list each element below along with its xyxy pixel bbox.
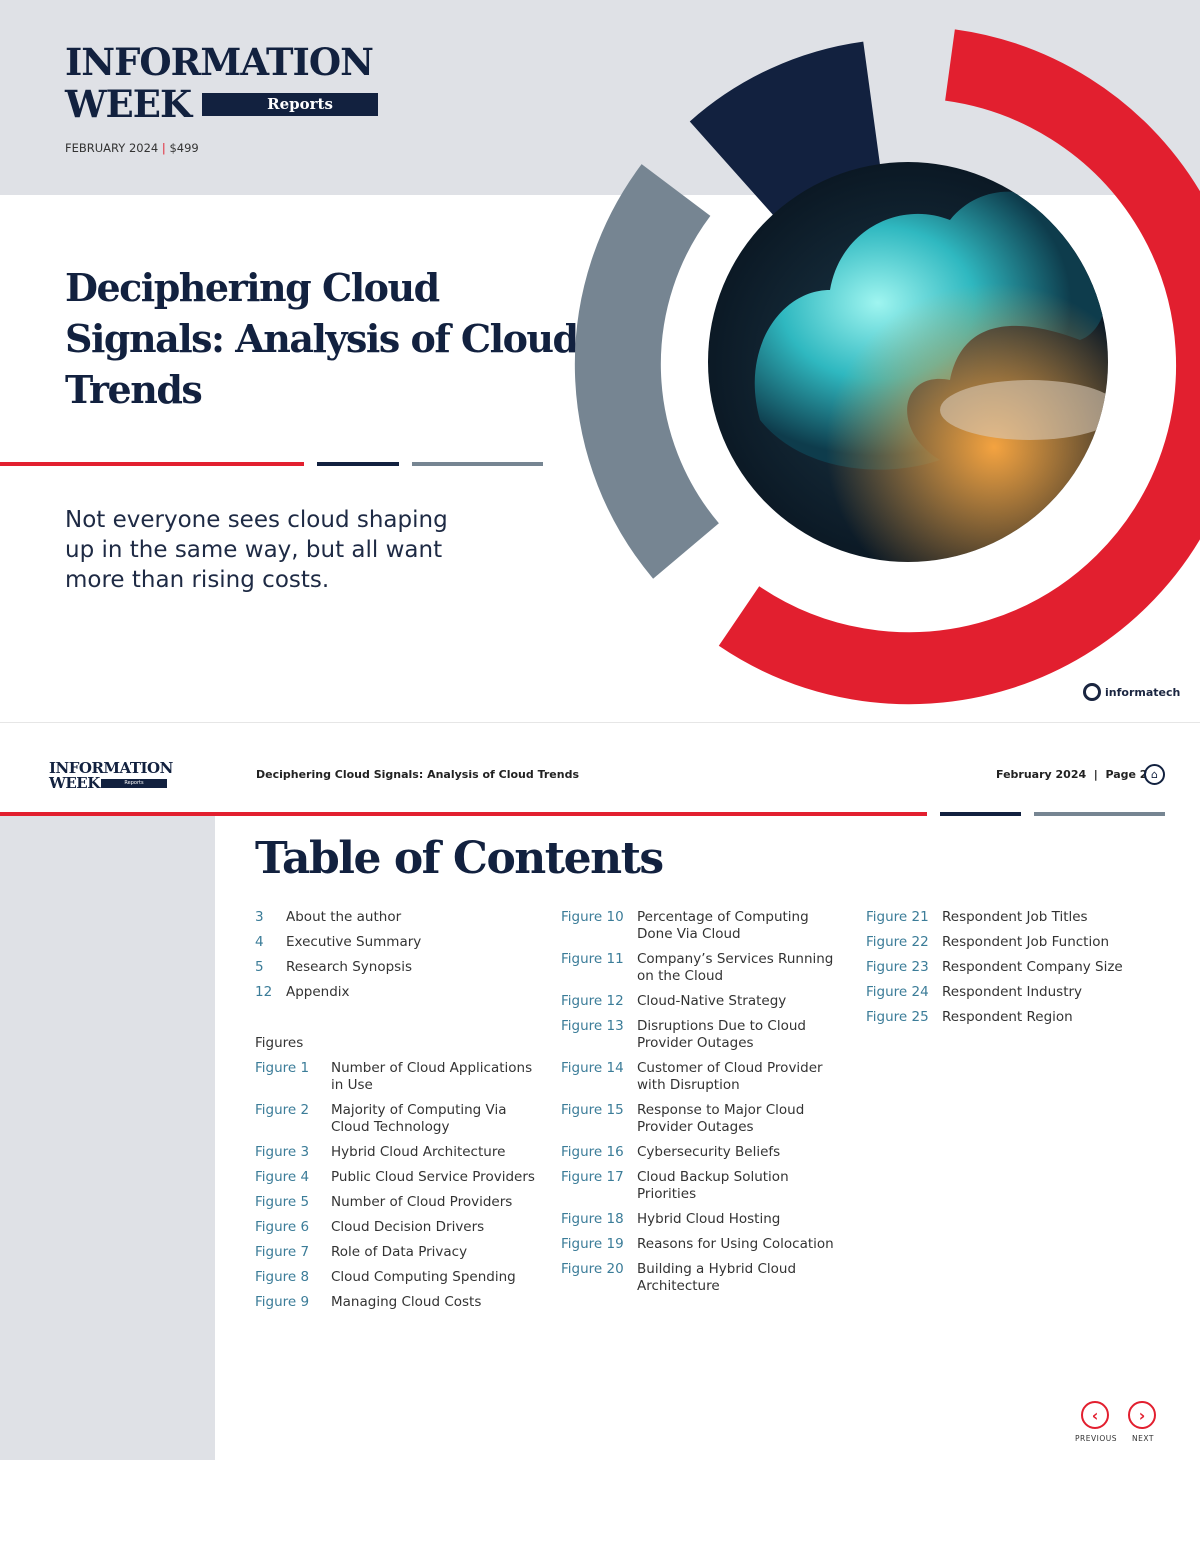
- logo-line2: WEEK: [65, 82, 192, 126]
- home-icon: ⌂: [1151, 768, 1158, 781]
- toc-entry-title[interactable]: Cloud Backup Solution Priorities: [637, 1169, 789, 1202]
- toc-entry-number[interactable]: 12: [255, 984, 273, 1000]
- toc-entry-title[interactable]: Reasons for Using Colocation: [637, 1236, 834, 1252]
- toc-entry[interactable]: [561, 1236, 841, 1253]
- toc-entry-number[interactable]: Figure 15: [561, 1102, 624, 1118]
- toc-entry-number[interactable]: 3: [255, 909, 264, 925]
- toc-entry[interactable]: [561, 1018, 841, 1052]
- header-rule-gray: [1034, 812, 1165, 816]
- previous-label[interactable]: PREVIOUS: [1075, 1434, 1117, 1443]
- next-label[interactable]: NEXT: [1132, 1434, 1154, 1443]
- toc-entry-title[interactable]: Number of Cloud Applications in Use: [331, 1060, 533, 1093]
- toc-entry-title[interactable]: Percentage of Computing Done Via Cloud: [637, 909, 809, 942]
- toc-entry[interactable]: [866, 934, 1146, 951]
- toc-entry-title[interactable]: Hybrid Cloud Architecture: [331, 1144, 506, 1160]
- toc-entry[interactable]: [255, 1194, 545, 1211]
- toc-entry[interactable]: [255, 1169, 545, 1186]
- home-button[interactable]: [1144, 764, 1165, 785]
- toc-entry[interactable]: [255, 1060, 545, 1094]
- cover-date-price: FEBRUARY 2024 | $499: [65, 141, 199, 155]
- toc-entry-number[interactable]: Figure 12: [561, 993, 624, 1009]
- toc-entry[interactable]: [866, 1009, 1146, 1026]
- toc-entry-title[interactable]: Response to Major Cloud Provider Outages: [637, 1102, 805, 1135]
- toc-entry-title[interactable]: Public Cloud Service Providers: [331, 1169, 535, 1185]
- toc-entry-number[interactable]: Figure 23: [866, 959, 929, 975]
- toc-entry-number[interactable]: Figure 9: [255, 1294, 310, 1310]
- toc-entry-number[interactable]: Figure 18: [561, 1211, 624, 1227]
- toc-entry[interactable]: [255, 934, 545, 951]
- publisher-name: informatech: [1105, 685, 1181, 699]
- toc-entry-title[interactable]: Disruptions Due to Cloud Provider Outages: [637, 1018, 806, 1051]
- cloud-illustration: [700, 160, 1120, 570]
- toc-entry-number[interactable]: Figure 17: [561, 1169, 624, 1185]
- toc-entry[interactable]: [561, 909, 841, 943]
- toc-entry-title[interactable]: Hybrid Cloud Hosting: [637, 1211, 781, 1227]
- toc-entry-title[interactable]: Respondent Company Size: [942, 959, 1123, 975]
- page-separator: [0, 722, 1200, 723]
- toc-entry[interactable]: [866, 984, 1146, 1001]
- navy-arc: [733, 106, 872, 170]
- informatech-logo: [1083, 683, 1180, 701]
- logo-line1: INFORMATION: [65, 40, 373, 84]
- cover-date: FEBRUARY 2024: [65, 141, 159, 155]
- toc-entry-title[interactable]: Role of Data Privacy: [331, 1244, 468, 1260]
- header-logo-line1: INFORMATION: [49, 759, 173, 777]
- toc-entry[interactable]: [255, 1269, 545, 1286]
- toc-entry-title[interactable]: Cloud Decision Drivers: [331, 1219, 485, 1235]
- toc-entry-number[interactable]: Figure 21: [866, 909, 929, 925]
- gray-arc: [618, 190, 686, 551]
- toc-entry[interactable]: [866, 909, 1146, 926]
- toc-entry[interactable]: [561, 993, 841, 1010]
- toc-entry-number[interactable]: Figure 14: [561, 1060, 624, 1076]
- toc-entry-number[interactable]: Figure 1: [255, 1060, 310, 1076]
- toc-entry[interactable]: [561, 1169, 841, 1203]
- toc-entry-title[interactable]: Cloud-Native Strategy: [637, 993, 787, 1009]
- toc-entry-title[interactable]: Respondent Job Titles: [942, 909, 1088, 925]
- toc-entry[interactable]: [561, 1060, 841, 1094]
- toc-entry-title[interactable]: Cybersecurity Beliefs: [637, 1144, 781, 1160]
- previous-button[interactable]: [1081, 1401, 1109, 1429]
- sidebar-panel: [0, 816, 215, 1460]
- toc-entry[interactable]: [561, 1144, 841, 1161]
- toc-entry-number[interactable]: Figure 2: [255, 1102, 310, 1118]
- toc-entry-number[interactable]: Figure 7: [255, 1244, 310, 1260]
- toc-entry-title[interactable]: Number of Cloud Providers: [331, 1194, 513, 1210]
- toc-entry-number[interactable]: Figure 4: [255, 1169, 310, 1185]
- toc-entry-title[interactable]: Respondent Industry: [942, 984, 1083, 1000]
- toc-entry-number[interactable]: 5: [255, 959, 264, 975]
- toc-entry-number[interactable]: Figure 13: [561, 1018, 624, 1034]
- next-button[interactable]: [1128, 1401, 1156, 1429]
- header-logo-tag: Reports: [101, 779, 167, 788]
- toc-entry-title[interactable]: Majority of Computing Via Cloud Technology: [331, 1102, 507, 1135]
- informatech-icon: [1083, 683, 1101, 701]
- cover-subtitle: Not everyone sees cloud shaping up in the same way, but all want more than rising costs.: [65, 507, 448, 593]
- toc-entry-number[interactable]: Figure 11: [561, 951, 624, 967]
- toc-entry-title[interactable]: Appendix: [286, 984, 350, 1000]
- toc-entry-title[interactable]: Managing Cloud Costs: [331, 1294, 482, 1310]
- toc-entry[interactable]: [255, 1294, 545, 1311]
- toc-entry-number[interactable]: Figure 10: [561, 909, 624, 925]
- header-doc-title: Deciphering Cloud Signals: Analysis of Cloud Trends: [256, 768, 580, 781]
- toc-entry-number[interactable]: Figure 8: [255, 1269, 310, 1285]
- toc-entry-title[interactable]: Cloud Computing Spending: [331, 1269, 516, 1285]
- toc-entry[interactable]: [561, 1211, 841, 1228]
- toc-entry-number[interactable]: Figure 5: [255, 1194, 310, 1210]
- toc-entry[interactable]: [255, 959, 545, 976]
- chevron-right-icon: ›: [1128, 1401, 1156, 1429]
- logo-reports-tag: Reports: [202, 93, 378, 116]
- toc-entry-title[interactable]: Executive Summary: [286, 934, 422, 950]
- toc-entry-number[interactable]: Figure 24: [866, 984, 929, 1000]
- toc-entry[interactable]: [866, 959, 1146, 976]
- header-logo-line2: WEEK: [49, 774, 100, 792]
- header-date-page: February 2024 | Page 2: [996, 768, 1148, 781]
- toc-entry-title[interactable]: Customer of Cloud Provider with Disruption: [637, 1060, 823, 1093]
- toc-entry-title[interactable]: Company’s Services Running on the Cloud: [637, 951, 834, 984]
- toc-entry[interactable]: [561, 1102, 841, 1136]
- toc-entry[interactable]: [561, 1261, 841, 1295]
- toc-entry-number[interactable]: Figure 20: [561, 1261, 624, 1277]
- toc-heading: Table of Contents: [255, 833, 663, 884]
- toc-entry-number[interactable]: Figure 19: [561, 1236, 624, 1252]
- figures-label: Figures: [255, 1035, 304, 1051]
- toc-entry-title[interactable]: Research Synopsis: [286, 959, 412, 975]
- toc-entry[interactable]: [255, 1219, 545, 1236]
- toc-entry[interactable]: [255, 909, 545, 926]
- toc-column-1: [255, 909, 545, 1319]
- cover-title: Deciphering Cloud Signals: Analysis of Cloud Trends: [65, 265, 578, 412]
- header-rule-navy: [940, 812, 1021, 816]
- toc-entry-number[interactable]: Figure 6: [255, 1219, 310, 1235]
- toc-entry-title[interactable]: Building a Hybrid Cloud Architecture: [637, 1261, 797, 1294]
- toc-entry-number[interactable]: Figure 3: [255, 1144, 310, 1160]
- toc-entry-title[interactable]: Respondent Job Function: [942, 934, 1110, 950]
- toc-entry-number[interactable]: 4: [255, 934, 264, 950]
- toc-entry[interactable]: [255, 1244, 545, 1261]
- toc-entry-title[interactable]: About the author: [286, 909, 402, 925]
- toc-entry[interactable]: [255, 984, 545, 1001]
- toc-entry[interactable]: [255, 1144, 545, 1161]
- toc-entry[interactable]: [561, 951, 841, 985]
- toc-entry[interactable]: [255, 1102, 545, 1136]
- toc-entry-number[interactable]: Figure 16: [561, 1144, 624, 1160]
- toc-column-3: [866, 909, 1146, 1034]
- cover-price: $499: [169, 141, 199, 155]
- cover-graphic: [0, 0, 1200, 720]
- toc-column-2: [561, 909, 841, 1303]
- toc-entry-title[interactable]: Respondent Region: [942, 1009, 1073, 1025]
- toc-entry-number[interactable]: Figure 25: [866, 1009, 929, 1025]
- chevron-left-icon: ‹: [1081, 1401, 1109, 1429]
- toc-entry-number[interactable]: Figure 22: [866, 934, 929, 950]
